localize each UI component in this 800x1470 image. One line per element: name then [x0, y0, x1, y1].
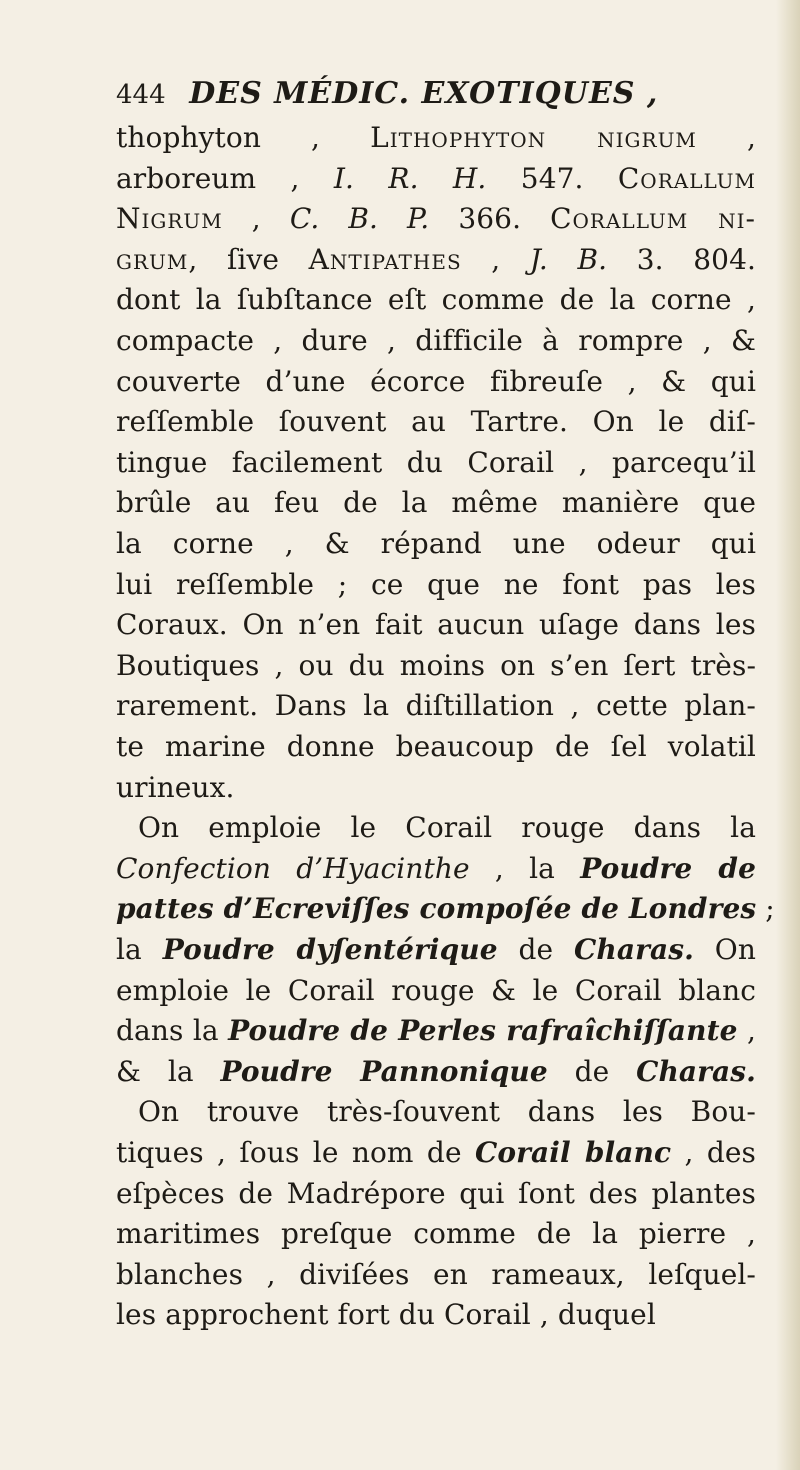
text-line: [116, 771, 756, 805]
text-segment: dans la: [116, 1014, 229, 1047]
text-line: [116, 527, 756, 561]
text-segment: 366.: [429, 202, 551, 235]
text-segment: de: [497, 933, 575, 966]
text-line: [116, 283, 756, 317]
text-segment: te marine donne beaucoup de ſel volatil: [116, 730, 756, 763]
text-segment: brûle au feu de la même manière que: [116, 486, 756, 519]
text-segment: , la: [469, 852, 581, 885]
text-segment: thophyton ,: [116, 121, 371, 154]
text-segment: tingue facilement du Corail , parcequ’il: [116, 446, 756, 479]
running-head-title: DES MÉDIC. EXOTIQUES ,: [189, 76, 659, 111]
text-segment: 547.: [486, 162, 618, 195]
text-line: [116, 202, 756, 236]
text-segment: C. B. P.: [289, 202, 430, 235]
text-line: [116, 162, 756, 196]
text-segment: dont la ſubſtance eſt comme de la corne ,: [116, 283, 756, 316]
text-line: [116, 608, 756, 642]
text-line: [116, 852, 756, 886]
text-line: [116, 730, 756, 764]
text-line: [116, 649, 756, 683]
text-segment: les approchent fort du Corail , duquel: [116, 1298, 656, 1331]
text-segment: Corail blanc: [474, 1136, 672, 1169]
text-segment: Boutiques , ou du moins on s’en ſert très-: [116, 649, 756, 682]
running-header: [116, 74, 676, 114]
text-segment: I. R. H.: [333, 162, 487, 195]
text-segment: Charas.: [636, 1055, 756, 1088]
text-segment: urineux.: [116, 771, 235, 804]
text-segment: ,: [737, 1014, 756, 1047]
text-segment: la: [116, 933, 163, 966]
text-segment: ,: [696, 121, 756, 154]
text-segment: reſſemble ſouvent au Tartre. On le diſ-: [116, 405, 756, 438]
text-segment: emploie le Corail rouge & le Corail blanc: [116, 974, 756, 1007]
text-line: [116, 1136, 756, 1170]
text-line: [116, 1217, 756, 1251]
text-line: [116, 974, 756, 1008]
text-segment: 3. 804.: [607, 243, 756, 276]
text-line: [116, 1298, 756, 1332]
text-segment: Corallum ni-: [550, 202, 756, 235]
text-segment: maritimes preſque comme de la pierre ,: [116, 1217, 756, 1250]
text-segment: blanches , diviſées en rameaux, leſquel-: [116, 1258, 756, 1291]
text-segment: On emploie le Corail rouge dans la: [138, 811, 756, 844]
text-line: [116, 365, 756, 399]
text-line: [116, 933, 756, 967]
text-segment: Poudre de: [580, 852, 756, 885]
text-line: [116, 1014, 756, 1048]
text-segment: lui reſſemble ; ce que ne font pas les: [116, 568, 756, 601]
text-segment: rarement. Dans la diſtillation , cette plan-: [116, 689, 756, 722]
text-segment: & la: [116, 1055, 221, 1088]
text-segment: On trouve très-ſouvent dans les Bou-: [138, 1095, 756, 1128]
text-segment: On: [693, 933, 756, 966]
text-segment: J. B.: [529, 243, 608, 276]
text-line: [116, 405, 756, 439]
text-segment: ;: [756, 892, 775, 925]
text-segment: Coraux. On n’en fait aucun uſage dans les: [116, 608, 756, 641]
text-segment: Poudre de Perles rafraîchiſſante: [228, 1014, 738, 1047]
text-segment: grum: [116, 243, 189, 276]
text-line: [116, 811, 756, 845]
text-segment: la corne , & répand une odeur qui: [116, 527, 756, 560]
text-line: [116, 446, 756, 480]
text-line: [116, 486, 756, 520]
text-segment: , ſive: [188, 243, 309, 276]
text-segment: tiques , ſous le nom de: [116, 1136, 475, 1169]
text-segment: Lithophyton nigrum: [370, 121, 697, 154]
text-line: [116, 324, 756, 358]
text-segment: Poudre dyſentérique: [162, 933, 498, 966]
text-segment: ,: [222, 202, 290, 235]
text-line: [116, 892, 775, 926]
page-number: 444: [116, 80, 166, 110]
text-segment: Confection d’Hyacinthe: [116, 852, 470, 885]
text-segment: compacte , dure , difficile à rompre , &: [116, 324, 756, 357]
text-line: [116, 568, 756, 602]
text-segment: arboreum ,: [116, 162, 334, 195]
text-line: [116, 689, 756, 723]
text-segment: couverte d’une écorce fibreuſe , & qui: [116, 365, 756, 398]
text-segment: , des: [671, 1136, 756, 1169]
text-segment: eſpèces de Madrépore qui ſont des plantes: [116, 1177, 756, 1210]
text-segment: Antipathes: [308, 243, 462, 276]
text-segment: Poudre Pannonique: [220, 1055, 548, 1088]
text-line: [116, 243, 756, 277]
text-line: [116, 121, 756, 155]
text-segment: de: [547, 1055, 637, 1088]
text-line: [116, 1095, 756, 1129]
text-segment: Charas.: [574, 933, 694, 966]
text-segment: Corallum: [617, 162, 756, 195]
text-segment: ,: [461, 243, 530, 276]
text-segment: Nigrum: [116, 202, 223, 235]
text-segment: pattes d’Ecreviſſes compoſée de Londres: [116, 892, 757, 925]
text-line: [116, 1177, 756, 1211]
text-line: [116, 1258, 756, 1292]
text-line: [116, 1055, 756, 1089]
